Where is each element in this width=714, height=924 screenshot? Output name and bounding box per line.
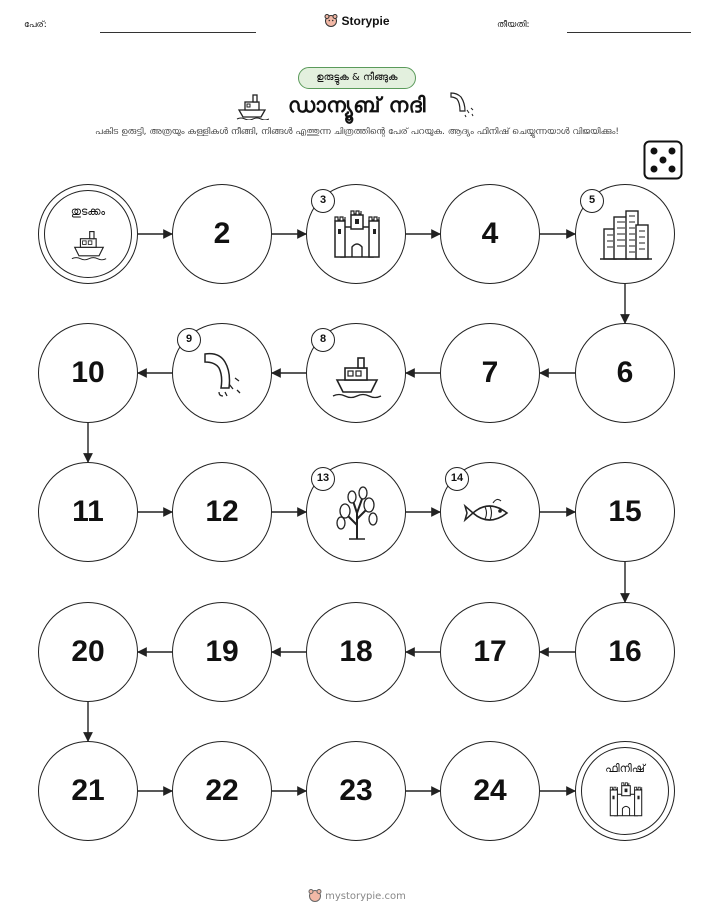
board-space-12 (172, 462, 272, 562)
name-label: പേര്: (24, 20, 47, 30)
space-number: 22 (205, 774, 239, 807)
castle-icon (329, 207, 385, 263)
tree-icon (329, 485, 385, 541)
board-space-22 (172, 741, 272, 841)
space-number: 21 (71, 774, 105, 807)
board-space-7 (440, 323, 540, 423)
space-number: 19 (205, 635, 239, 668)
board-space-3 (306, 184, 406, 284)
space-number: 16 (608, 635, 642, 668)
space-number: 10 (71, 356, 105, 389)
space-number: 6 (616, 356, 634, 389)
finish-label: ഫിനിഷ് (605, 762, 645, 775)
space-number-badge: 3 (311, 189, 335, 213)
space-number-badge: 9 (177, 328, 201, 352)
boat-icon (69, 223, 109, 263)
space-number: 23 (339, 774, 373, 807)
board-space-14 (440, 462, 540, 562)
start-label: തുടക്കം (70, 205, 106, 218)
space-number-badge: 14 (445, 467, 469, 491)
storypie-mascot-icon (308, 888, 322, 902)
board-space-13 (306, 462, 406, 562)
board-space-4 (440, 184, 540, 284)
board-space-17 (440, 602, 540, 702)
page-title: ഡാന്യൂബ് നദി (288, 92, 426, 117)
board-space-20 (38, 602, 138, 702)
space-number-badge: 8 (311, 328, 335, 352)
board-space-15 (575, 462, 675, 562)
board-space-19 (172, 602, 272, 702)
space-number: 11 (72, 495, 104, 528)
boat-icon (329, 346, 385, 402)
city-icon (598, 207, 654, 263)
waterfall-icon (195, 346, 251, 402)
fish-icon (463, 485, 519, 541)
board-space-8 (306, 323, 406, 423)
board-space-11 (38, 462, 138, 562)
board-space-9 (172, 323, 272, 423)
activity-badge: ഉരുട്ടുക & നീങ്ങുക (298, 67, 416, 89)
board-space-10 (38, 323, 138, 423)
board-space-18 (306, 602, 406, 702)
space-number: 4 (481, 217, 499, 250)
board-space-23 (306, 741, 406, 841)
space-number-badge: 13 (311, 467, 335, 491)
space-number: 7 (481, 356, 499, 389)
finish-space (575, 741, 675, 841)
space-number: 24 (473, 774, 507, 807)
brand-name: Storypie (341, 14, 390, 28)
footer-url: mystorypie.com (325, 891, 406, 902)
date-label: തീയതി: (497, 20, 530, 30)
board-space-24 (440, 741, 540, 841)
footer (0, 888, 714, 902)
space-number: 18 (339, 635, 373, 668)
board-space-2 (172, 184, 272, 284)
space-number: 12 (205, 495, 239, 528)
start-space (38, 184, 138, 284)
instructions: പകിട ഉരുട്ടി, അത്രയും കള്ളികൾ നീങ്ങി, നിങ്ങൾ എത്തുന്ന ചിത്രത്തിന്റെ പേര് പറയുക. ആദ്യം ഫിനിഷ് ചെയ്യുന്നയാൾ വിജയിക്കും! (95, 127, 619, 137)
board-space-6 (575, 323, 675, 423)
board-space-5 (575, 184, 675, 284)
space-number: 17 (473, 635, 507, 668)
space-number: 15 (608, 495, 642, 528)
space-number-badge: 5 (580, 189, 604, 213)
board-space-21 (38, 741, 138, 841)
space-number: 20 (71, 635, 105, 668)
board-space-16 (575, 602, 675, 702)
castle-icon (606, 780, 646, 820)
space-number: 2 (213, 217, 231, 250)
